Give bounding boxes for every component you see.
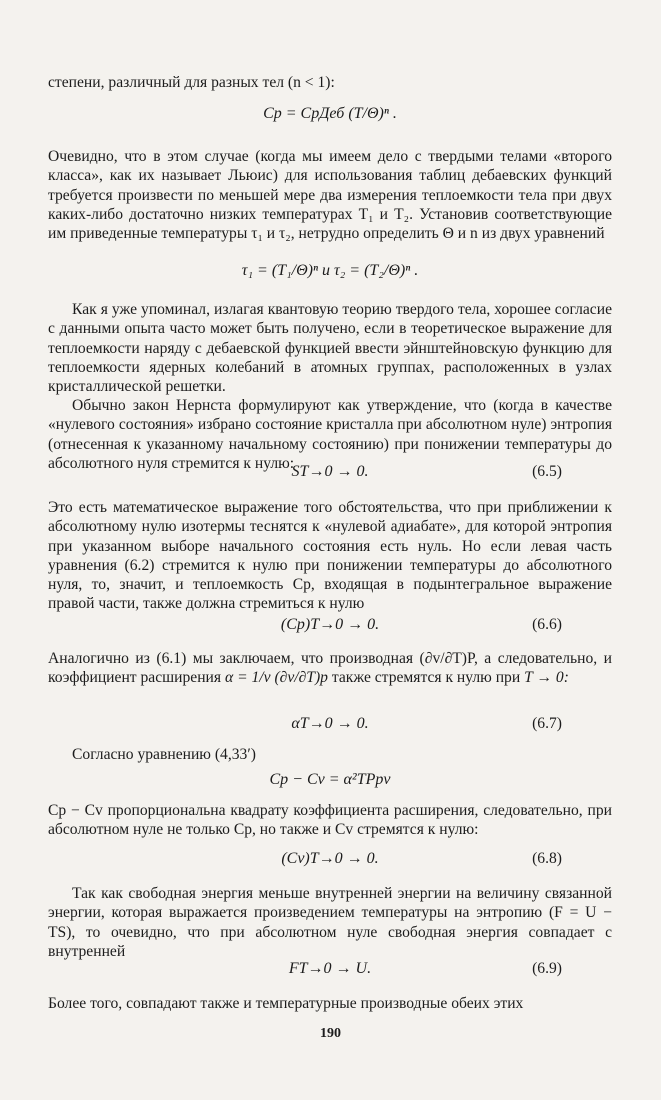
alpha-definition: α = 1/v (∂v/∂T)p bbox=[224, 669, 328, 687]
equation-6-8-body: (Cv)T→0 → 0. bbox=[281, 850, 379, 867]
paragraph-expansion-text-a: Аналогично из (6.1) мы заключаем, что производная (∂v/∂T)P, а следовательно, и коэффициент расширения bbox=[48, 650, 612, 687]
equation-number-6-9: (6.9) bbox=[532, 960, 562, 977]
paragraph-cp-cv: Cp − Cv пропорциональна квадрату коэффициента расширения, следовательно, при абсолютном нуле не только Cp, но также и Cv стремятся к нулю: bbox=[48, 802, 612, 839]
equation-number-6-6: (6.6) bbox=[532, 616, 562, 633]
paragraph-einstein-function: Как я уже упоминал, излагая квантовую теорию твердого тела, хорошее согласие с данными опыта часто может быть получено, если в теоретическое выражение для теплоемкости наряду с дебаевской функцией ввести эйнштейновскую функцию для теплоемкости ядерных колебаний в атомных группах, расположенных в узлах кристаллической решетки. bbox=[48, 301, 612, 396]
equation-number-6-5: (6.5) bbox=[532, 463, 562, 480]
equation-6-5 bbox=[48, 463, 612, 481]
paragraph-derivatives: Более того, совпадают также и температурные производные обеих этих bbox=[48, 995, 524, 1012]
paragraph-nernst-law: Обычно закон Нернста формулируют как утверждение, что (когда в качестве «нулевого состояния» избрано состояние кристалла при абсолютном нуле) энтропия (отнесенная к указанному начальному состоянию) при понижении температуры до абсолютного нуля стремится к нулю: bbox=[48, 397, 612, 472]
paragraph-zero-adiabat: Это есть математическое выражение того обстоятельства, что при приближении к абсолютному нулю изотермы теснятся к «нулевой адиабате», для которой энтропия при указанном выборе начального состояния есть нуль. Но если левая часть уравнения (6.2) стремится к нулю при понижении температуры до абсолютного нуля, то, значит, и теплоемкость Cp, входящая в подынтегральное выражение правой части, также должна стремиться к нулю bbox=[48, 499, 612, 613]
equation-debye-power: Cp = CpДеб (T/Θ)ⁿ . bbox=[263, 105, 397, 122]
paragraph-expansion-text-c: T → 0: bbox=[524, 669, 569, 687]
equation-6-7 bbox=[48, 715, 612, 733]
equation-6-6 bbox=[48, 616, 612, 634]
paragraph-expansion-coefficient bbox=[48, 649, 612, 688]
equation-6-9-body: FT→0 → U. bbox=[288, 960, 372, 977]
equation-6-9 bbox=[48, 960, 612, 978]
equation-6-7-body: αT→0 → 0. bbox=[291, 715, 369, 732]
page-number: 190 bbox=[320, 1026, 341, 1041]
paragraph-expansion-text-b: также стремятся к нулю при bbox=[331, 669, 521, 687]
equation-6-8 bbox=[48, 850, 612, 868]
equation-number-6-7: (6.7) bbox=[532, 715, 562, 732]
equation-tau: τ₁ = (T₁/Θ)ⁿ и τ₂ = (T₂/Θ)ⁿ . bbox=[241, 262, 419, 279]
equation-cp-minus-cv: Cp − Cv = α²TPpv bbox=[269, 771, 391, 788]
equation-6-5-body: ST→0 → 0. bbox=[291, 463, 369, 480]
paragraph-two-measurements: Очевидно, что в этом случае (когда мы имеем дело с твердыми телами «второго класса», как их называет Льюис) для использования таблиц дебаевских функций требуется произвести по меньшей мере два измерения теплоемкости тела при двух каких-либо достаточно низких температурах T₁ и T₂. Установив соответствующие им приведенные температуры τ₁ и τ₂, нетрудно определить Θ и n из двух уравнений bbox=[48, 148, 612, 243]
paragraph-intro: степени, различный для разных тел (n < 1): bbox=[48, 74, 335, 91]
paragraph-free-energy: Так как свободная энергия меньше внутренней энергии на величину связанной энергии, которая выражается произведением температуры на энтропию (F = U − TS), то очевидно, что при абсолютном нуле свободная энергия совпадает с внутренней bbox=[48, 885, 612, 960]
paragraph-equation-ref: Согласно уравнению (4,33′) bbox=[72, 746, 256, 763]
equation-6-6-body: (Cp)T→0 → 0. bbox=[280, 616, 380, 633]
equation-number-6-8: (6.8) bbox=[532, 850, 562, 867]
